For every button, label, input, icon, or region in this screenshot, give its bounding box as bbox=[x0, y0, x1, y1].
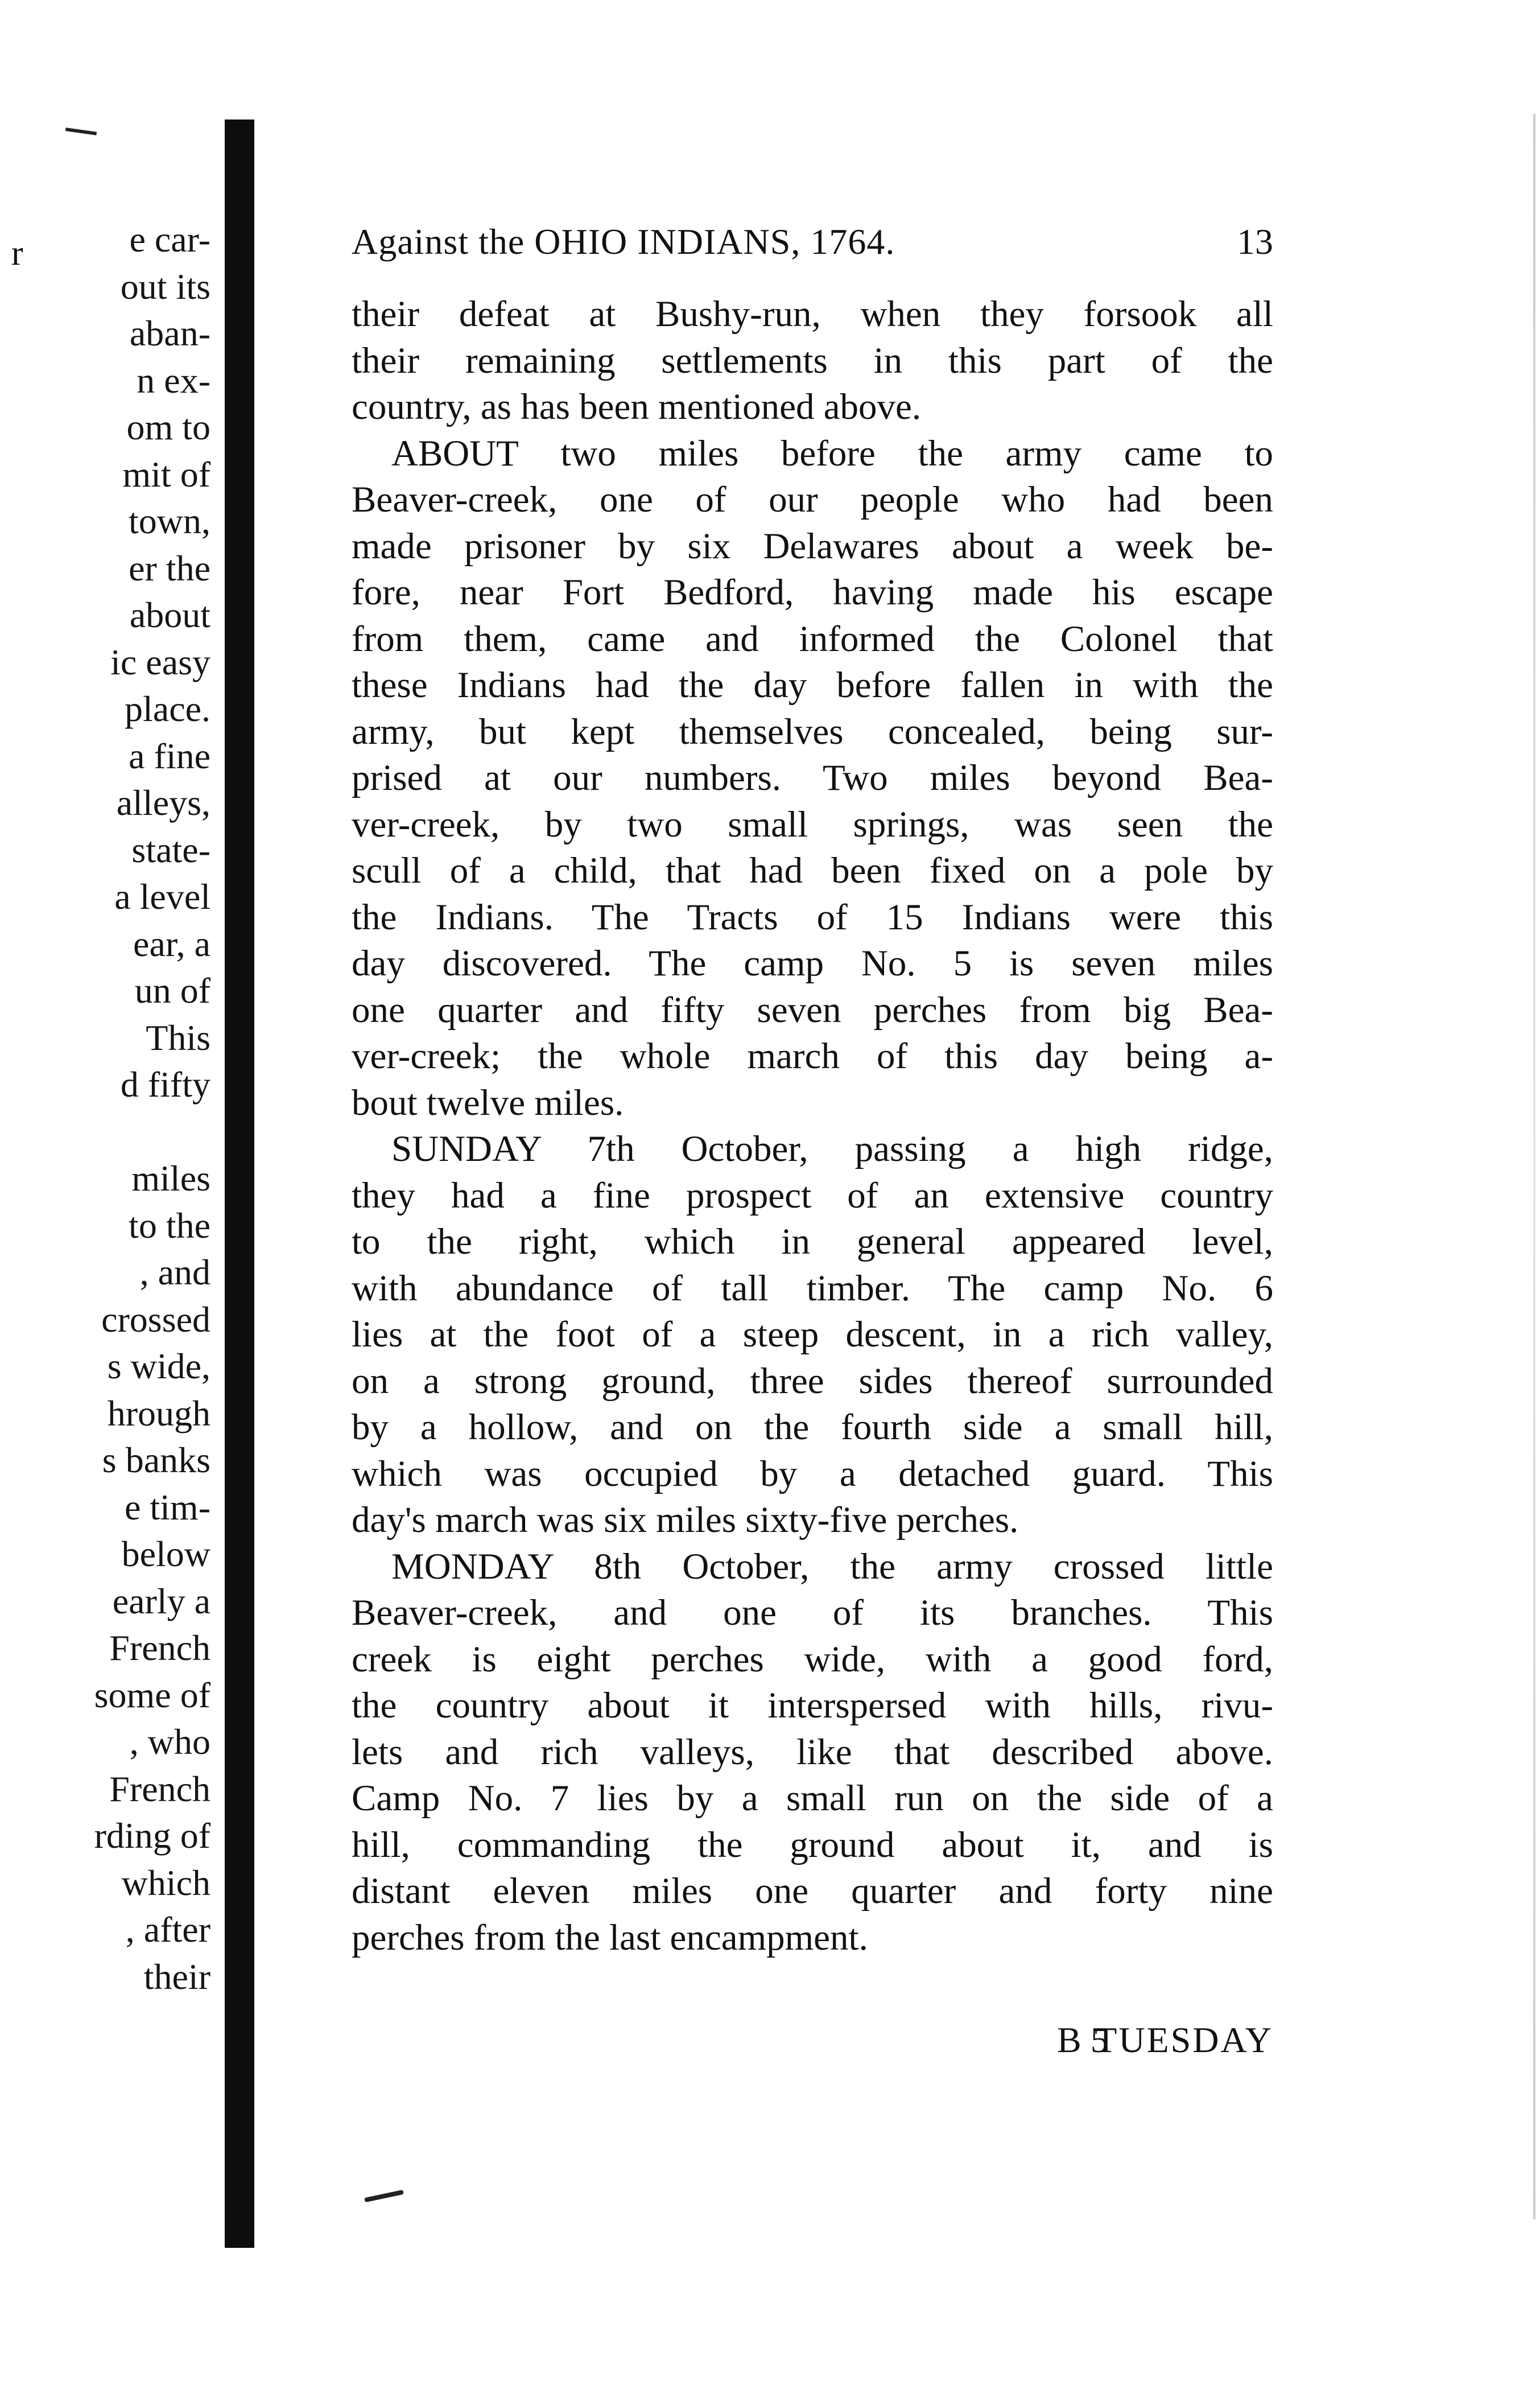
text-line: these Indians had the day before fallen in with the bbox=[352, 665, 1273, 706]
left-fragment-line: French bbox=[109, 1768, 210, 1809]
left-fragment-line: s wide, bbox=[107, 1346, 210, 1386]
left-fragment-line: early a bbox=[112, 1580, 210, 1621]
left-fragment-line: place. bbox=[125, 689, 210, 729]
text-line: hill, commanding the ground about it, and is bbox=[352, 1824, 1273, 1865]
text-line: from them, came and informed the Colonel that bbox=[352, 618, 1273, 660]
left-fragment-line: state- bbox=[131, 829, 210, 870]
left-fragment-line: a fine bbox=[129, 735, 210, 776]
text-line: bout twelve miles. bbox=[352, 1082, 624, 1123]
left-fragment-line: d fifty bbox=[120, 1064, 210, 1105]
left-fragment-line: ic easy bbox=[110, 641, 210, 682]
left-fragment-line: e car- bbox=[129, 219, 210, 259]
text-line: made prisoner by six Delawares about a week be- bbox=[352, 525, 1273, 567]
running-head bbox=[352, 219, 1273, 265]
text-line: day discovered. The camp No. 5 is seven miles bbox=[352, 943, 1273, 984]
text-line: Beaver-creek, one of our people who had been bbox=[352, 479, 1273, 520]
left-fragment-line: below bbox=[121, 1534, 210, 1574]
left-fragment-line: miles bbox=[131, 1158, 210, 1198]
text-line: MONDAY 8th October, the army crossed little bbox=[391, 1546, 1273, 1587]
catchword: TUESDAY bbox=[1095, 2020, 1273, 2060]
text-line: with abundance of tall timber. The camp No. 6 bbox=[352, 1267, 1273, 1309]
left-fragment-line: town, bbox=[129, 501, 210, 541]
left-fragment-line: about bbox=[129, 595, 210, 635]
left-fragment-line: their bbox=[143, 1956, 210, 1997]
left-fragment-line: out its bbox=[120, 266, 210, 307]
signature-mark: B 5 bbox=[1057, 2020, 1109, 2060]
text-line: Beaver-creek, and one of its branches. This bbox=[352, 1592, 1273, 1633]
text-line: SUNDAY 7th October, passing a high ridge, bbox=[391, 1128, 1273, 1169]
left-fragment-line: un of bbox=[134, 970, 210, 1011]
text-line: their defeat at Bushy-run, when they forsook all bbox=[352, 294, 1273, 335]
text-line: scull of a child, that had been fixed on a pole by bbox=[352, 850, 1273, 891]
text-line: on a strong ground, three sides thereof surrounded bbox=[352, 1360, 1273, 1402]
text-line: they had a fine prospect of an extensive country bbox=[352, 1175, 1273, 1216]
text-line: ver-creek; the whole march of this day being a- bbox=[352, 1036, 1273, 1077]
left-fragment-line bbox=[0, 1109, 210, 1156]
running-head-title: Against the OHIO INDIANS, 1764. bbox=[352, 221, 895, 262]
ink-smudge bbox=[364, 2190, 404, 2202]
text-line: fore, near Fort Bedford, having made his escape bbox=[352, 572, 1273, 613]
text-line: their remaining settlements in this part of the bbox=[352, 340, 1273, 381]
text-line: army, but kept themselves concealed, being sur- bbox=[352, 711, 1273, 752]
text-line: the country about it interspersed with hills, rivu- bbox=[352, 1685, 1273, 1726]
text-line: ver-creek, by two small springs, was seen the bbox=[352, 804, 1273, 845]
left-fragment-line: crossed bbox=[101, 1299, 210, 1340]
text-line: Camp No. 7 lies by a small run on the side of a bbox=[352, 1778, 1273, 1819]
left-fragment-line: some of bbox=[94, 1674, 210, 1715]
left-fragment-line: which bbox=[121, 1862, 210, 1903]
left-fragment-line: to the bbox=[129, 1205, 210, 1246]
body-text bbox=[352, 291, 1273, 1961]
left-fragment-line: , after bbox=[125, 1909, 210, 1950]
left-fragment-line: a level bbox=[114, 876, 210, 917]
left-fragment-line: n ex- bbox=[137, 360, 210, 401]
text-line: country, as has been mentioned above. bbox=[352, 386, 922, 427]
left-fragment-line: aban- bbox=[129, 313, 210, 353]
text-line: one quarter and fifty seven perches from big Bea- bbox=[352, 989, 1273, 1031]
text-line: creek is eight perches wide, with a good ford, bbox=[352, 1638, 1273, 1680]
left-fragment-line: alleys, bbox=[116, 782, 210, 823]
text-line: day's march was six miles sixty-five perches. bbox=[352, 1500, 1019, 1540]
text-line: ABOUT two miles before the army came to bbox=[391, 432, 1273, 474]
text-line: prised at our numbers. Two miles beyond Bea- bbox=[352, 757, 1273, 798]
left-fragment-line: rding of bbox=[94, 1815, 210, 1856]
left-fragment-line: s banks bbox=[102, 1440, 210, 1480]
left-fragment-line: French bbox=[109, 1628, 210, 1668]
text-line: which was occupied by a detached guard. This bbox=[352, 1453, 1273, 1494]
text-line: lets and rich valleys, like that described above. bbox=[352, 1731, 1273, 1773]
left-fragment-line: ear, a bbox=[133, 923, 210, 964]
text-line: by a hollow, and on the fourth side a small hill, bbox=[352, 1407, 1273, 1448]
ink-mark bbox=[65, 127, 97, 135]
left-fragment-line: This bbox=[146, 1017, 210, 1058]
left-page-fragment-mark: r bbox=[11, 234, 23, 273]
page-edge bbox=[1533, 114, 1535, 2219]
left-page-fragment bbox=[0, 216, 210, 2000]
text-line: the Indians. The Tracts of 15 Indians were this bbox=[352, 896, 1273, 938]
left-fragment-line: , who bbox=[129, 1721, 210, 1762]
text-line: perches from the last encampment. bbox=[352, 1917, 868, 1958]
left-fragment-line: e tim- bbox=[124, 1486, 210, 1527]
page-number: 13 bbox=[1237, 221, 1273, 262]
left-fragment-line: er the bbox=[129, 547, 210, 588]
text-line: to the right, which in general appeared level, bbox=[352, 1221, 1273, 1262]
left-fragment-line: hrough bbox=[107, 1393, 210, 1434]
gutter-shadow bbox=[225, 120, 254, 2248]
left-fragment-line: mit of bbox=[122, 454, 210, 495]
left-fragment-line: , and bbox=[139, 1252, 210, 1292]
left-fragment-line: om to bbox=[126, 407, 210, 447]
text-line: lies at the foot of a steep descent, in a rich valley, bbox=[352, 1314, 1273, 1355]
text-line: distant eleven miles one quarter and forty nine bbox=[352, 1871, 1273, 1912]
